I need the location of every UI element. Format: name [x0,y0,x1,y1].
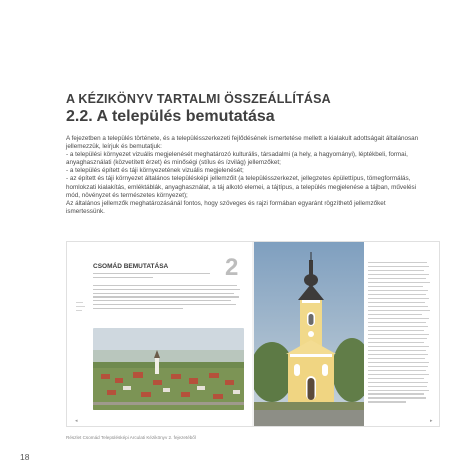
bullet-item: - a települési környezet vizuális megjelenését meghatározó kulturális, társadalmi (a hely, a hagyományi), léptékbeli, formai, anyaghasználati (közvetített érzet) és minőségi (stílus és ízvilág) jellemzőket; [66,151,408,167]
page-number: 18 [20,452,30,462]
church-photo [254,242,364,426]
page-next-marker: ▸ [430,418,433,424]
spread-left-margin-notes [76,302,86,313]
aerial-photo-village [93,328,244,410]
image-caption: Részlet Csomád Településképi Arculati Kézikönyv 2. fejezetéből [66,435,196,440]
section-heading: 2.2. A település bemutatása [66,108,275,125]
spread-left-title: CSOMÁD BEMUTATÁSA [93,263,169,270]
closing-paragraph: Az általános jellemzők meghatározásánál fontos, hogy szöveges és rajzi formában egyaránt rögzíthető jellemzőket ismertessünk. [66,199,386,215]
bullet-item: - a település épített és táji környezetének vizuális megjelenését; [66,167,244,175]
book-spread-image [66,241,440,427]
spread-left-text-lines [93,273,243,311]
section-kicker: A KÉZIKÖNYV TARTALMI ÖSSZEÁLLÍTÁSA [66,92,331,106]
body-text [66,135,420,216]
spread-left-page [67,242,252,426]
bullet-item: - az épített és táji környezet általános településképi jellemzőit (a településszerkezet, jellegzetes épülettípus, tömegformálás, homlokzati kialakítás, emléktáblák, anyaghasználat, a táj alkotó elemei, a tájtípus, a település megjelenése a tájban, művelési mód, növényzet és természetes környezet); [66,175,417,199]
chapter-number: 2 [225,254,239,281]
spread-right-text-lines [368,262,432,405]
intro-paragraph: A fejezetben a település története, és a településszerkezeti fejlődésének ismertetése mellett a kialakult adottságait általánosan jellemezzük, leírjuk és bemutatjuk: [66,135,419,151]
page-prev-marker: ◂ [75,418,78,424]
spread-right-page [254,242,439,426]
